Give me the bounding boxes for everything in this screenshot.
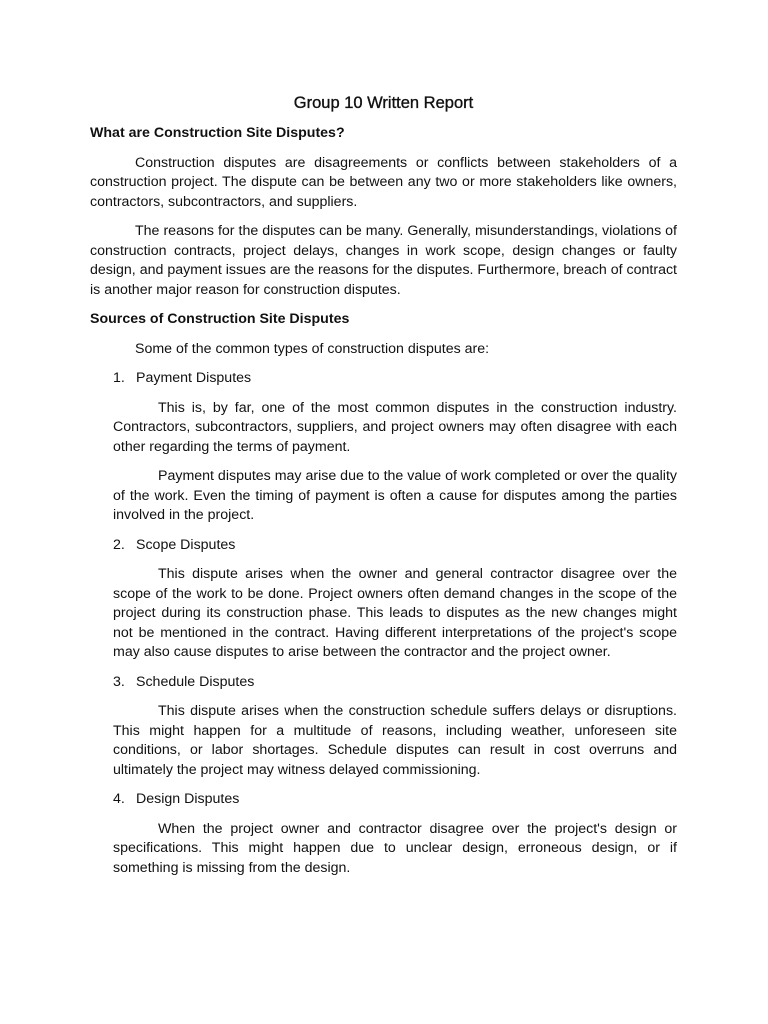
list-item-paragraph: This is, by far, one of the most common disputes in the construction industry. Contractors, subcontractors, suppliers, and project owners may often disagree with each other regarding the terms of payment.	[113, 399, 677, 455]
list-item-title	[90, 369, 677, 389]
list-item-label: Schedule Disputes	[136, 673, 255, 690]
list-item-design-disputes	[90, 790, 677, 878]
list-item-paragraph: This dispute arises when the construction schedule suffers delays or disruptions. This might happen for a multitude of reasons, including weather, unforeseen site conditions, or labor shortages. Schedule disputes can result in cost overruns and ultimately the project may witness delayed commissioning.	[113, 703, 677, 778]
list-item-paragraph: Payment disputes may arise due to the value of work completed or over the quality of the work. Even the timing of payment is often a cause for disputes among the parties involved in the project.	[113, 468, 677, 523]
list-item-title	[90, 536, 677, 556]
list-item-number: 4.	[113, 791, 125, 807]
list-item-number: 3.	[113, 673, 125, 690]
list-item-number: 2.	[113, 536, 125, 553]
paragraph-definition: Construction disputes are disagreements or conflicts between stakeholders of a construction project. The dispute can be between any two or more stakeholders like owners, contractors, subcontractors, and suppliers.	[90, 154, 677, 210]
list-item-number: 1.	[113, 370, 125, 386]
list-item-paragraph: When the project owner and contractor disagree over the project's design or specifications. This might happen due to unclear design, erroneous design, or if something is missing from the design.	[113, 820, 677, 876]
list-item-label: Payment Disputes	[136, 370, 252, 386]
document-content	[90, 92, 677, 888]
list-item-label: Design Disputes	[136, 791, 240, 807]
list-item-schedule-disputes	[90, 673, 677, 781]
list-item-paragraph: This dispute arises when the owner and general contractor disagree over the scope of the work to be done. Project owners often demand changes in the scope of the project during its construction phase. This leads to disputes as the new changes might not be mentioned in the contract. Having different interpretations of the project's scope may also cause disputes to arise between the contractor and the project owner.	[113, 566, 677, 660]
section-heading-sources: Sources of Construction Site Disputes	[90, 311, 350, 327]
list-item-scope-disputes	[90, 536, 677, 663]
document-title: Group 10 Written Report	[293, 94, 474, 112]
list-item-title	[90, 673, 677, 693]
list-item-payment-disputes	[90, 369, 677, 526]
section-heading-what-are-disputes: What are Construction Site Disputes?	[90, 125, 345, 141]
paragraph-intro-types: Some of the common types of construction disputes are:	[135, 340, 490, 357]
list-item-title	[90, 790, 677, 810]
list-item-label: Scope Disputes	[136, 536, 236, 553]
paragraph-reasons: The reasons for the disputes can be many. Generally, misunderstandings, violations of construction contracts, project delays, changes in work scope, design changes or faulty design, and payment issues are the reasons for the disputes. Furthermore, breach of contract is another major reason for construction disputes.	[90, 223, 677, 298]
